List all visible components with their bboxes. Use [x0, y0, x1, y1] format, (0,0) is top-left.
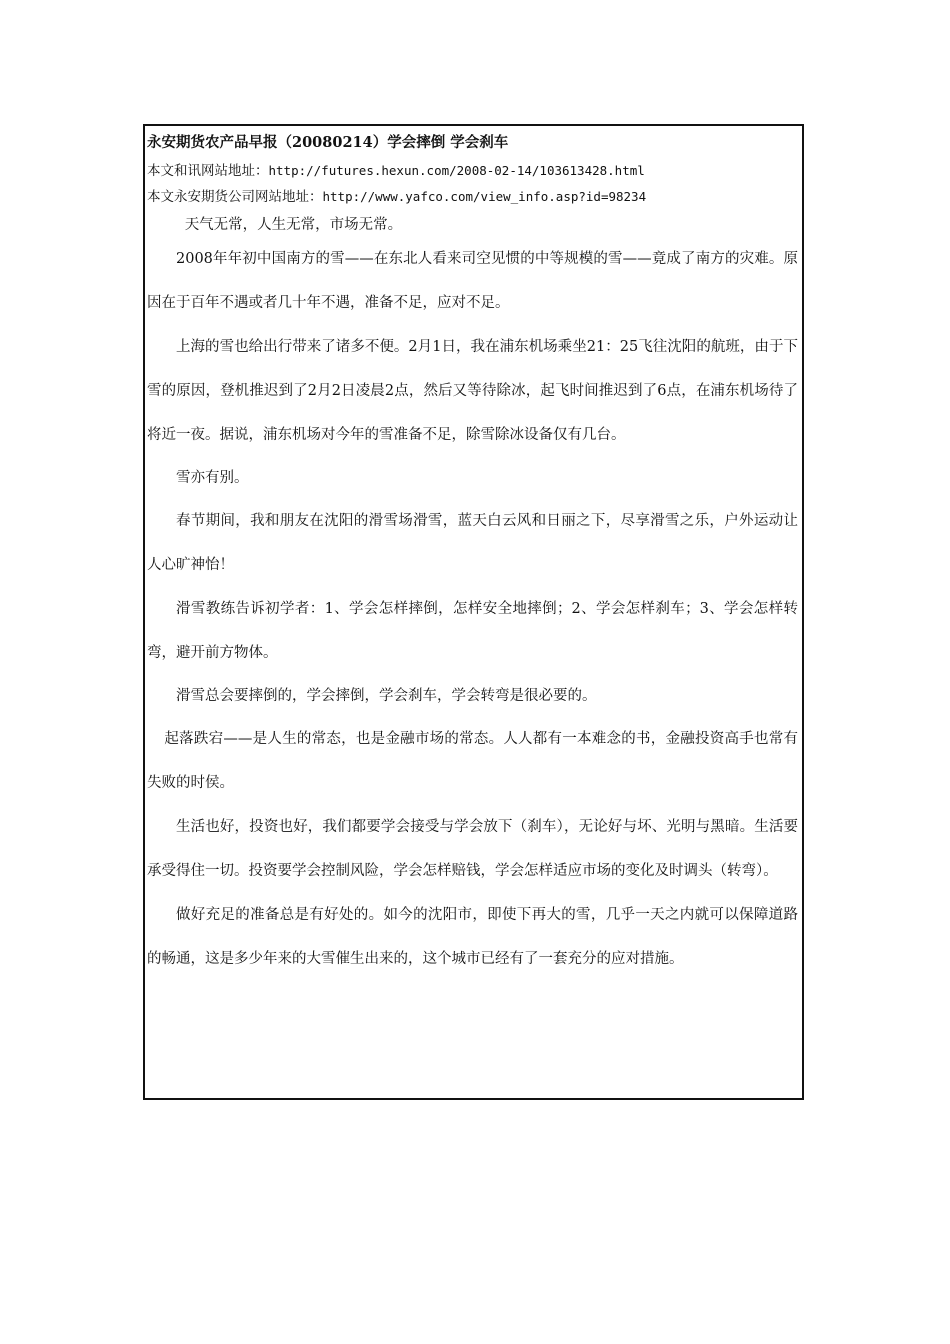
source-url-yafco[interactable]: http://www.yafco.com/view_info.asp?id=98234 [322, 189, 647, 204]
document-title: 永安期货农产品早报（20080214）学会摔倒 学会刹车 [147, 134, 509, 151]
source-url-hexun[interactable]: http://futures.hexun.com/2008-02-14/103613428.html [268, 163, 645, 178]
document-frame [143, 124, 804, 1100]
source-line-hexun [147, 162, 798, 180]
body-paragraph: 起落跌宕——是人生的常态，也是金融市场的常态。人人都有一本难念的书，金融投资高手也常有失败的时侯。 [147, 731, 798, 791]
body-paragraph: 雪亦有别。 [176, 470, 249, 486]
body-paragraph: 春节期间，我和朋友在沈阳的滑雪场滑雪，蓝天白云风和日丽之下，尽享滑雪之乐，户外运动让人心旷神怡！ [147, 513, 798, 573]
body-paragraph: 做好充足的准备总是有好处的。如今的沈阳市，即使下再大的雪，几乎一天之内就可以保障道路的畅通，这是多少年来的大雪催生出来的，这个城市已经有了一套充分的应对措施。 [147, 907, 798, 967]
source-label-hexun: 本文和讯网站地址： [147, 163, 269, 179]
body-paragraph: 天气无常，人生无常，市场无常。 [184, 217, 403, 233]
source-line-yafco [147, 188, 798, 206]
body-paragraph: 上海的雪也给出行带来了诸多不便。2月1日，我在浦东机场乘坐21：25飞往沈阳的航班，由于下雪的原因，登机推迟到了2月2日凌晨2点，然后又等待除冰，起飞时间推迟到了6点，在浦东机场待了将近一夜。据说，浦东机场对今年的雪准备不足，除雪除冰设备仅有几台。 [147, 339, 798, 443]
body-paragraph: 滑雪教练告诉初学者：1、学会怎样摔倒，怎样安全地摔倒；2、学会怎样刹车；3、学会怎样转弯，避开前方物体。 [147, 601, 798, 661]
body-paragraph: 生活也好，投资也好，我们都要学会接受与学会放下（刹车），无论好与坏、光明与黑暗。生活要承受得住一切。投资要学会控制风险，学会怎样赔钱，学会怎样适应市场的变化及时调头（转弯）。 [147, 819, 798, 879]
source-label-yafco: 本文永安期货公司网站地址： [147, 189, 323, 205]
body-paragraph: 2008年年初中国南方的雪——在东北人看来司空见惯的中等规模的雪——竟成了南方的灾难。原因在于百年不遇或者几十年不遇，准备不足，应对不足。 [147, 251, 798, 311]
body-paragraph: 滑雪总会要摔倒的，学会摔倒，学会刹车，学会转弯是很必要的。 [176, 688, 597, 704]
